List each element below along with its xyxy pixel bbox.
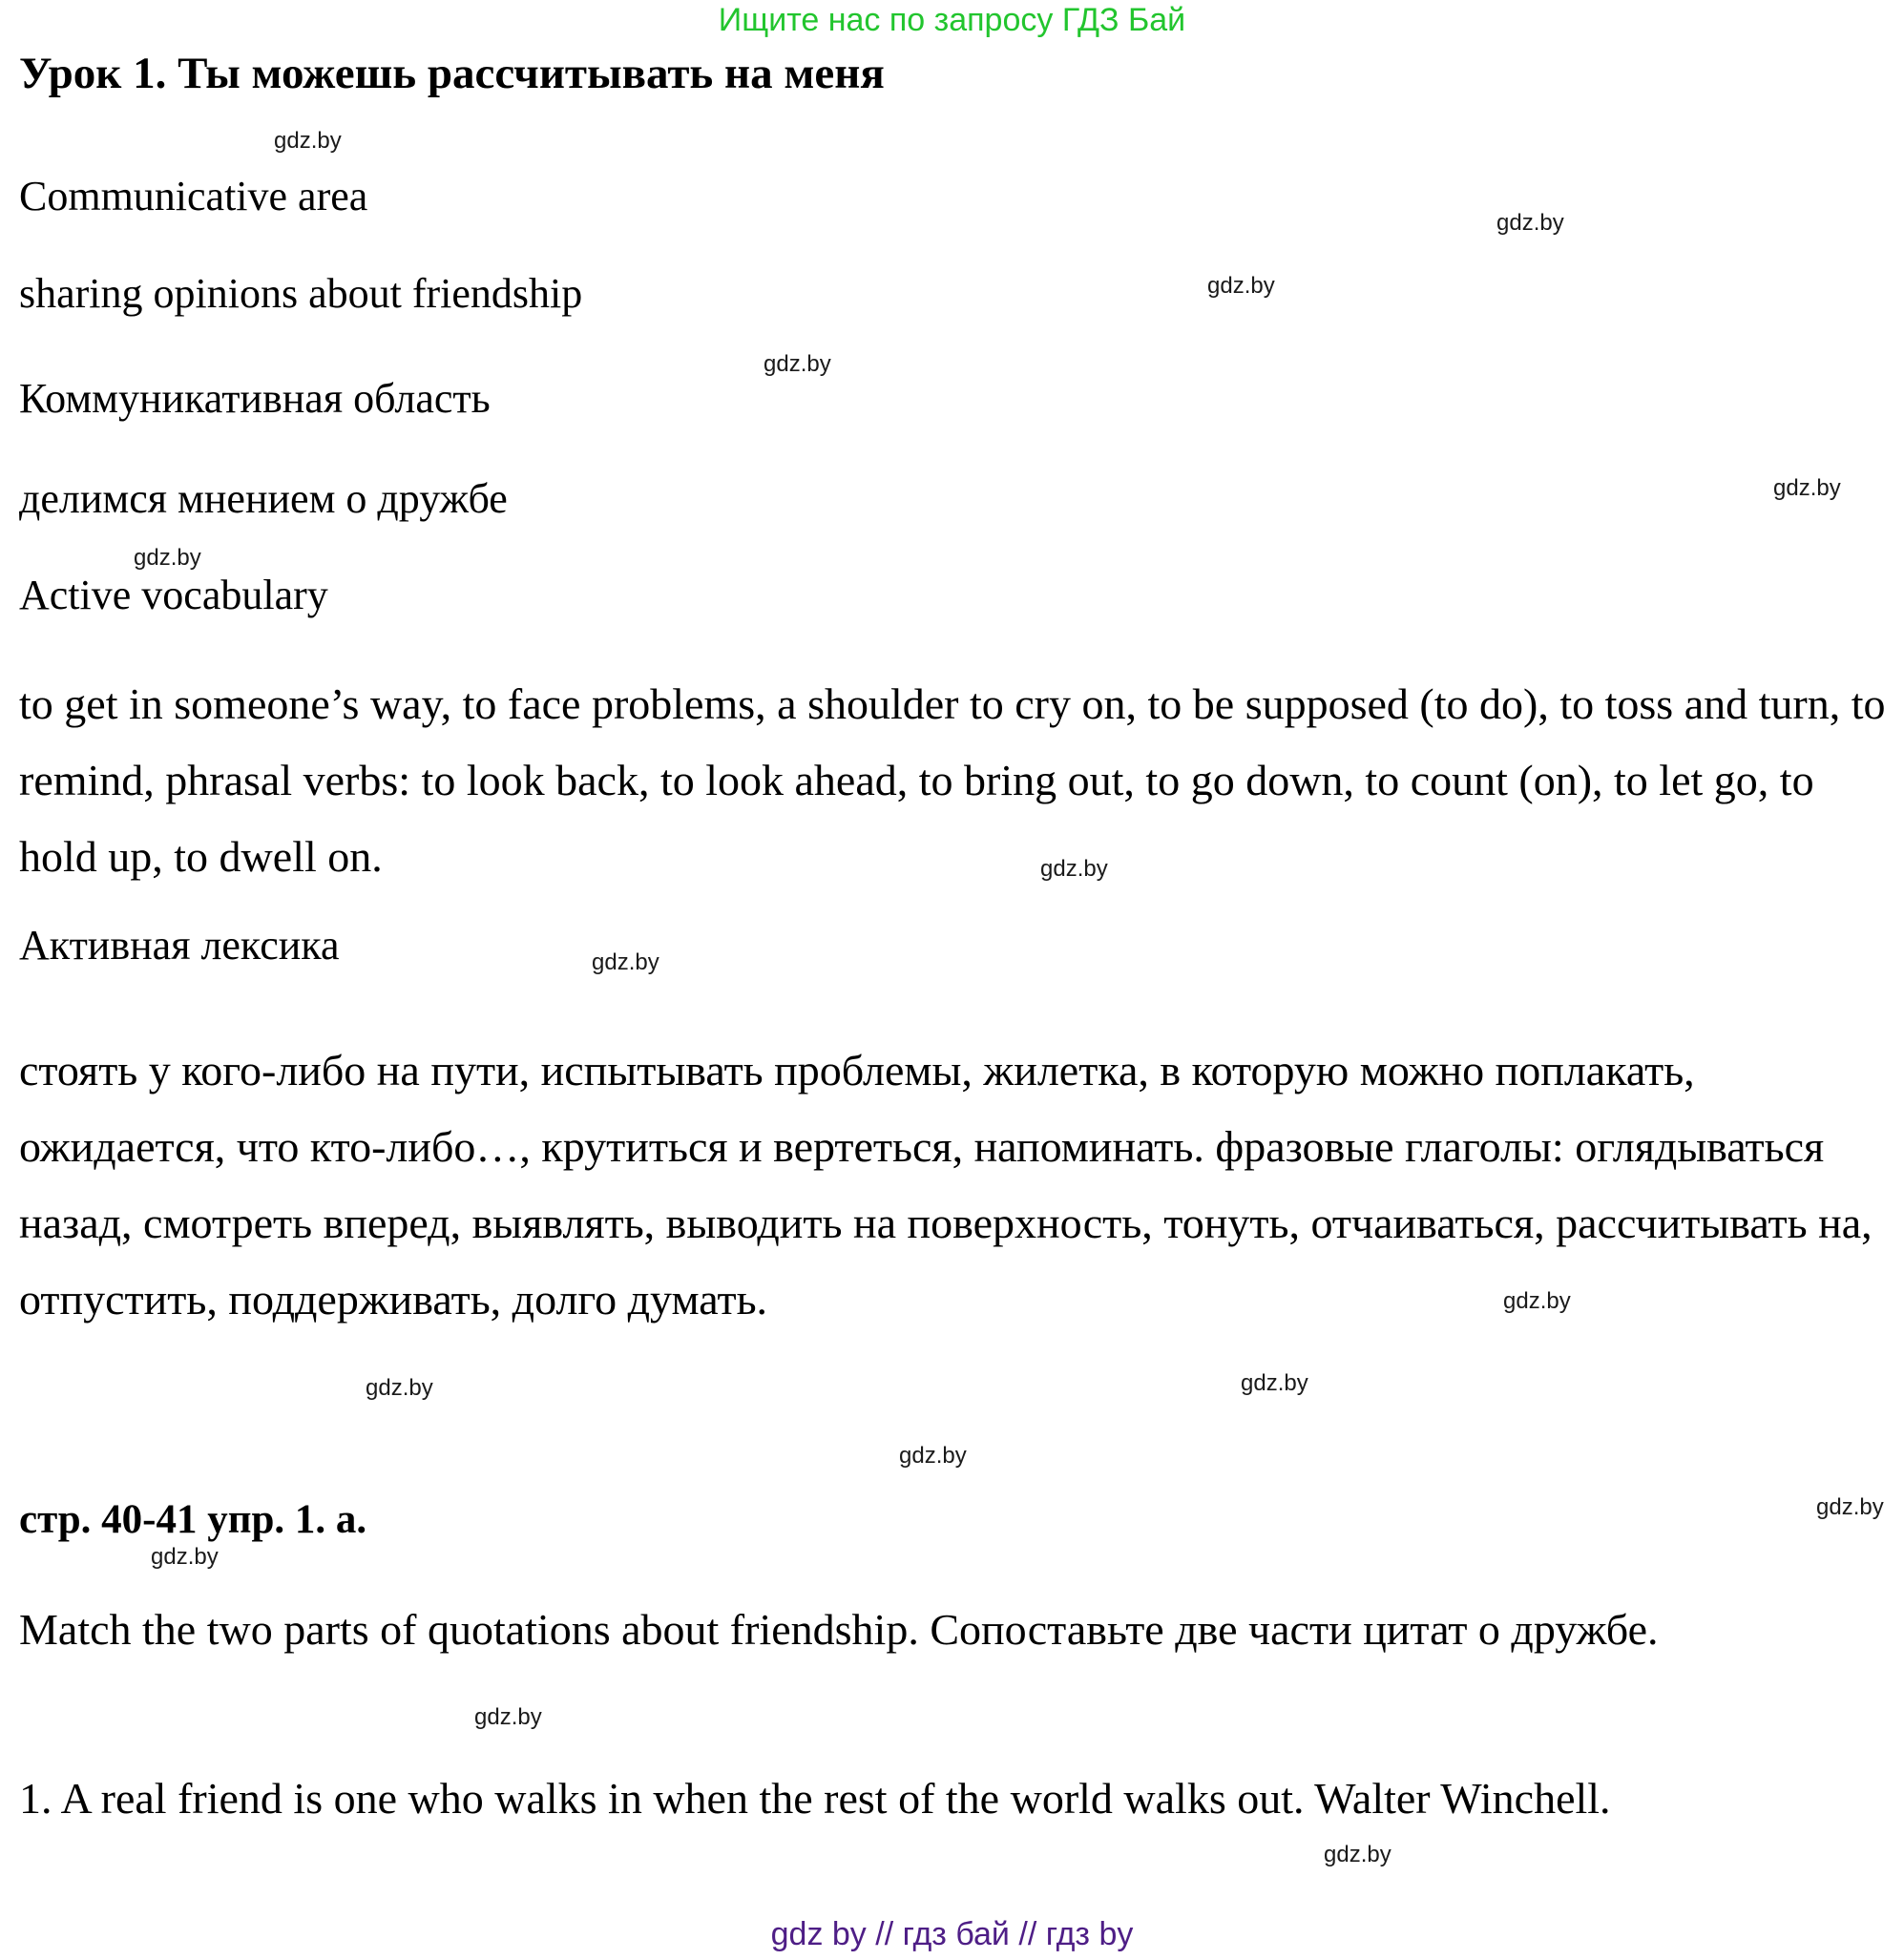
gdz-watermark: gdz.by bbox=[899, 1443, 967, 1469]
gdz-watermark: gdz.by bbox=[274, 128, 342, 154]
communicative-area-body-ru: делимся мнением о дружбе bbox=[19, 475, 508, 522]
communicative-area-heading-en: Communicative area bbox=[19, 173, 368, 219]
gdz-watermark: gdz.by bbox=[474, 1704, 542, 1730]
gdz-watermark: gdz.by bbox=[1816, 1494, 1884, 1520]
gdz-watermark: gdz.by bbox=[592, 949, 659, 975]
active-vocabulary-heading-ru: Активная лексика bbox=[19, 922, 340, 969]
gdz-watermark: gdz.by bbox=[366, 1375, 433, 1401]
communicative-area-heading-ru: Коммуникативная область bbox=[19, 375, 491, 422]
communicative-area-body-en: sharing opinions about friendship bbox=[19, 270, 583, 317]
active-vocabulary-heading-en: Active vocabulary bbox=[19, 572, 328, 618]
gdz-watermark: gdz.by bbox=[1241, 1370, 1308, 1396]
site-footer: gdz by // гдз бай // гдз by bbox=[770, 1916, 1134, 1952]
gdz-watermark: gdz.by bbox=[1496, 210, 1564, 236]
gdz-watermark: gdz.by bbox=[1040, 856, 1108, 882]
active-vocabulary-body-en: to get in someone’s way, to face problems, a shoulder to cry on, to be supposed (to do), to toss and turn, to remind, phrasal verbs: to look back, to look ahead, to bring out, to go down, to count (on), to let go, to hold up, to dwell on. bbox=[19, 679, 1886, 881]
gdz-watermark: gdz.by bbox=[1503, 1288, 1571, 1314]
exercise-heading: стр. 40-41 упр. 1. а. bbox=[19, 1497, 367, 1542]
gdz-watermark: gdz.by bbox=[1207, 273, 1275, 299]
gdz-watermark: gdz.by bbox=[764, 351, 831, 377]
gdz-watermark: gdz.by bbox=[1773, 475, 1841, 501]
promo-banner: Ищите нас по запросу ГДЗ Бай bbox=[718, 2, 1186, 38]
exercise-item-1: 1. A real friend is one who walks in when the rest of the world walks out. Walter Winchell. bbox=[19, 1774, 1611, 1823]
gdz-watermark: gdz.by bbox=[1324, 1842, 1391, 1867]
active-vocabulary-body-ru: стоять у кого-либо на пути, испытывать проблемы, жилетка, в которую можно поплакать, ожидается, что кто-либо…, крутиться и вертеться, напоминать. фразовые глаголы: оглядываться назад, смотреть вперед, выявлять, выводить на поверхность, тонуть, отчаиваться, рассчитывать на, отпустить, поддерживать, долго думать. bbox=[19, 1046, 1873, 1324]
exercise-task: Match the two parts of quotations about friendship. Сопоставьте две части цитат о дружбе. bbox=[19, 1605, 1659, 1654]
gdz-watermark: gdz.by bbox=[134, 545, 201, 571]
lesson-title: Урок 1. Ты можешь рассчитывать на меня bbox=[19, 49, 885, 98]
gdz-watermark: gdz.by bbox=[151, 1544, 219, 1570]
